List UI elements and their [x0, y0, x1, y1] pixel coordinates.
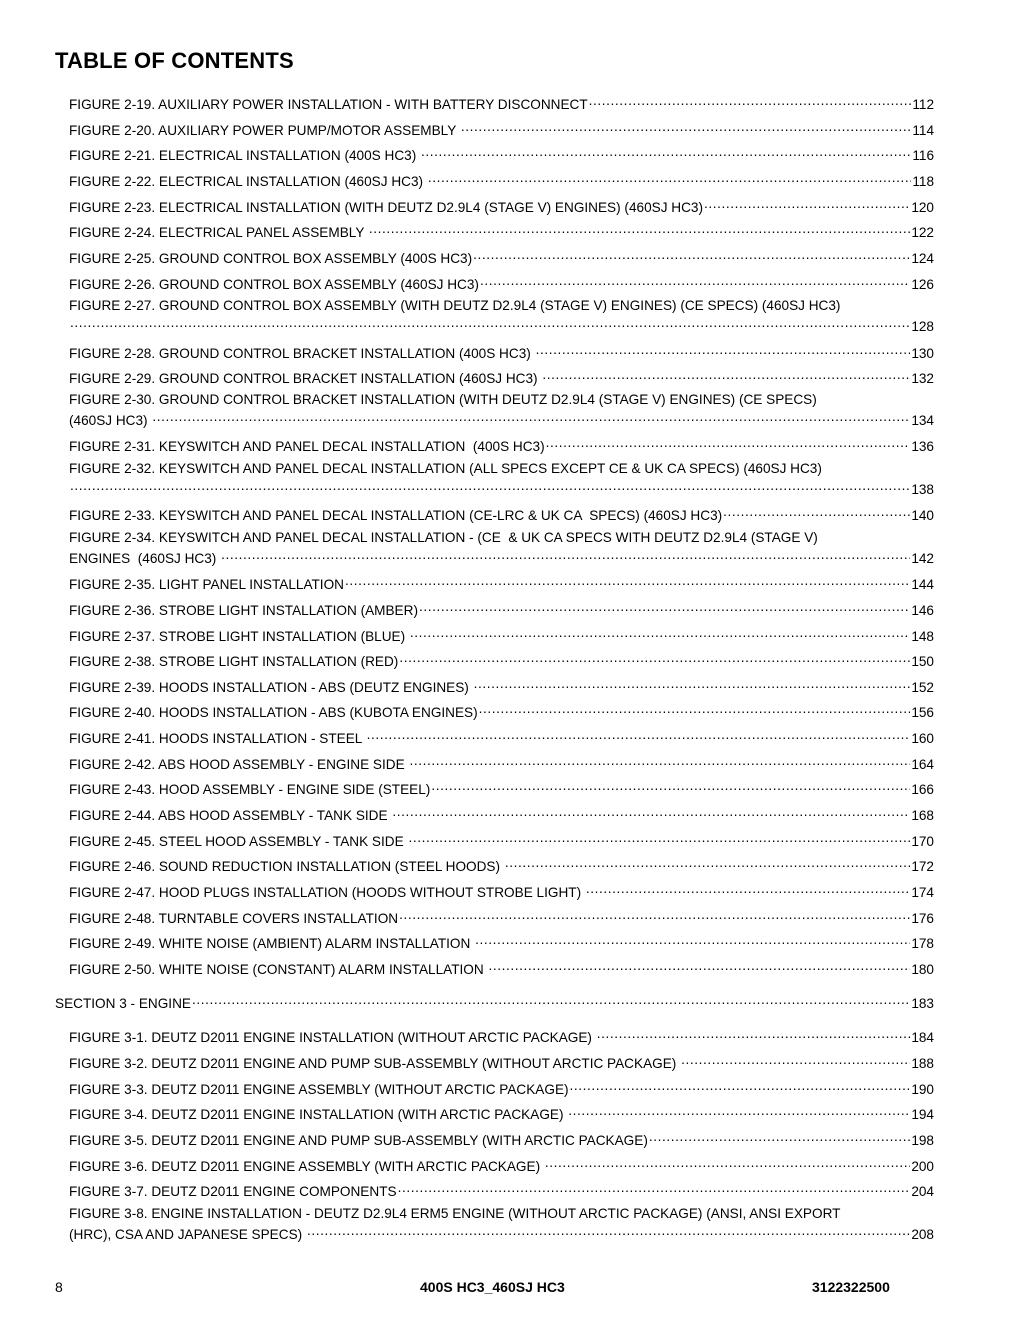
toc-entry-page: 174: [911, 885, 934, 900]
toc-entry-page: 142: [911, 551, 934, 566]
toc-entry[interactable]: [69, 195, 934, 216]
toc-entry[interactable]: [69, 143, 934, 164]
toc-entry[interactable]: [69, 1128, 934, 1149]
dot-leader: [570, 1077, 911, 1094]
toc-entry-title-line1: FIGURE 2-30. GROUND CONTROL BRACKET INSTALLATION (WITH DEUTZ D2.9L4 (STAGE V) ENGINES) (CE SPECS): [69, 392, 817, 407]
dot-leader: [681, 1051, 910, 1068]
toc-entry-page: 200: [911, 1159, 934, 1174]
toc-entry[interactable]: [69, 572, 934, 593]
toc-entry[interactable]: [69, 726, 934, 747]
toc-entry[interactable]: [69, 1154, 934, 1175]
toc-entry-title: FIGURE 3-7. DEUTZ D2011 ENGINE COMPONENTS: [69, 1184, 397, 1199]
dot-leader: [221, 546, 910, 563]
toc-entry-title: FIGURE 2-26. GROUND CONTROL BOX ASSEMBLY (460SJ HC3): [69, 277, 479, 292]
toc-entry-page: 183: [911, 996, 934, 1011]
dot-leader: [345, 572, 910, 589]
toc-entry[interactable]: [69, 1077, 934, 1098]
toc-entry-title: FIGURE 3-2. DEUTZ D2011 ENGINE AND PUMP SUB-ASSEMBLY (WITHOUT ARCTIC PACKAGE): [69, 1056, 681, 1071]
dot-leader: [704, 195, 910, 212]
dot-leader: [70, 477, 910, 494]
toc-entry-page: 114: [912, 123, 934, 138]
toc-entry-title: FIGURE 2-31. KEYSWITCH AND PANEL DECAL INSTALLATION (400S HC3): [69, 439, 545, 454]
toc-entry[interactable]: [69, 366, 934, 387]
toc-entry-page: 124: [911, 251, 934, 266]
toc-entry[interactable]: [69, 624, 934, 645]
toc-entry-title: FIGURE 3-1. DEUTZ D2011 ENGINE INSTALLATION (WITHOUT ARCTIC PACKAGE): [69, 1030, 596, 1045]
toc-entry[interactable]: [69, 777, 934, 798]
dot-leader: [421, 143, 911, 160]
dot-leader: [367, 726, 911, 743]
toc-entry-title: FIGURE 2-23. ELECTRICAL INSTALLATION (WITH DEUTZ D2.9L4 (STAGE V) ENGINES) (460SJ HC3): [69, 200, 703, 215]
toc-entry-title: FIGURE 3-5. DEUTZ D2011 ENGINE AND PUMP SUB-ASSEMBLY (WITH ARCTIC PACKAGE): [69, 1133, 648, 1148]
dot-leader: [392, 803, 910, 820]
toc-entry-title-line1: FIGURE 2-34. KEYSWITCH AND PANEL DECAL INSTALLATION - (CE & UK CA SPECS WITH DEUTZ D2.9L4 (STAGE V): [69, 530, 818, 545]
toc-entry[interactable]: [69, 460, 934, 498]
dot-leader: [480, 272, 910, 289]
toc-entry-title: FIGURE 2-42. ABS HOOD ASSEMBLY - ENGINE SIDE: [69, 757, 409, 772]
toc-entry-title: FIGURE 2-24. ELECTRICAL PANEL ASSEMBLY: [69, 225, 368, 240]
toc-entry-page: 144: [911, 577, 934, 592]
toc-entry-page: 112: [912, 97, 934, 112]
toc-entry[interactable]: [69, 272, 934, 293]
dot-leader: [461, 118, 912, 135]
toc-entry[interactable]: [69, 220, 934, 241]
toc-entry-title: FIGURE 2-43. HOOD ASSEMBLY - ENGINE SIDE (STEEL): [69, 782, 431, 797]
toc-entry-page: 138: [911, 482, 934, 497]
toc-entry-title: (HRC), CSA AND JAPANESE SPECS): [69, 1227, 306, 1242]
dot-leader: [649, 1128, 910, 1145]
toc-entry-page: 134: [911, 413, 934, 428]
toc-entry-title: FIGURE 2-28. GROUND CONTROL BRACKET INSTALLATION (400S HC3): [69, 346, 535, 361]
toc-entry-title: FIGURE 2-48. TURNTABLE COVERS INSTALLATION: [69, 911, 399, 926]
toc-entry-title: FIGURE 2-45. STEEL HOOD ASSEMBLY - TANK SIDE: [69, 834, 408, 849]
toc-entry[interactable]: [69, 118, 934, 139]
dot-leader: [545, 1154, 910, 1171]
dot-leader: [369, 220, 910, 237]
dot-leader: [399, 906, 910, 923]
toc-entry-page: 166: [911, 782, 934, 797]
dot-leader: [597, 1025, 911, 1042]
toc-entry-title: FIGURE 2-50. WHITE NOISE (CONSTANT) ALARM INSTALLATION: [69, 962, 488, 977]
toc-entry-title: FIGURE 2-47. HOOD PLUGS INSTALLATION (HOODS WITHOUT STROBE LIGHT): [69, 885, 585, 900]
toc-entry-page: 126: [911, 277, 934, 292]
toc-entry-page: 132: [911, 371, 934, 386]
toc-entry[interactable]: [69, 700, 934, 721]
dot-leader: [542, 366, 910, 383]
toc-entry[interactable]: [69, 1179, 934, 1200]
toc-entry[interactable]: [69, 1205, 934, 1243]
dot-leader: [431, 777, 910, 794]
toc-entry-page: 172: [911, 859, 934, 874]
toc-entry-title: FIGURE 2-49. WHITE NOISE (AMBIENT) ALARM INSTALLATION: [69, 936, 475, 951]
toc-entry-title: FIGURE 2-19. AUXILIARY POWER INSTALLATION - WITH BATTERY DISCONNECT: [69, 97, 588, 112]
toc-entry-title: FIGURE 2-39. HOODS INSTALLATION - ABS (DEUTZ ENGINES): [69, 680, 473, 695]
toc-entry[interactable]: [69, 829, 934, 850]
dot-leader: [568, 1102, 910, 1119]
toc-entry[interactable]: [69, 169, 934, 190]
toc-entry-page: 148: [911, 629, 934, 644]
toc-entry-title-line1: FIGURE 2-32. KEYSWITCH AND PANEL DECAL INSTALLATION (ALL SPECS EXCEPT CE & UK CA SPECS) (460SJ HC3): [69, 461, 822, 476]
toc-entry[interactable]: [69, 957, 934, 978]
dot-leader: [409, 752, 910, 769]
toc-entry-title: FIGURE 2-25. GROUND CONTROL BOX ASSEMBLY (400S HC3): [69, 251, 473, 266]
dot-leader: [479, 700, 911, 717]
dot-leader: [475, 931, 910, 948]
toc-entry[interactable]: [69, 803, 934, 824]
dot-leader: [70, 314, 910, 331]
toc-entry[interactable]: [69, 675, 934, 696]
toc-entry[interactable]: [69, 529, 934, 567]
toc-entry-page: 160: [911, 731, 934, 746]
toc-entry[interactable]: [69, 1102, 934, 1123]
footer-model: 400S HC3_460SJ HC3: [420, 1279, 565, 1295]
toc-entry[interactable]: [69, 880, 934, 901]
toc-entry-title: FIGURE 2-37. STROBE LIGHT INSTALLATION (BLUE): [69, 629, 409, 644]
toc-section-entry[interactable]: [55, 991, 934, 1012]
toc-entry[interactable]: [69, 1051, 934, 1072]
toc-entry-title: FIGURE 2-38. STROBE LIGHT INSTALLATION (RED): [69, 654, 399, 669]
toc-entry-page: 176: [911, 911, 934, 926]
toc-entry[interactable]: [69, 649, 934, 670]
toc-entry-page: 146: [911, 603, 934, 618]
toc-entry-page: 170: [911, 834, 934, 849]
toc-entry[interactable]: [69, 752, 934, 773]
dot-leader: [307, 1222, 910, 1239]
toc-entry-page: 194: [911, 1107, 934, 1122]
toc-entry[interactable]: [69, 341, 934, 362]
toc-entry-page: 150: [911, 654, 934, 669]
toc-entry-title: FIGURE 2-44. ABS HOOD ASSEMBLY - TANK SIDE: [69, 808, 392, 823]
toc-entry-page: 168: [911, 808, 934, 823]
dot-leader: [428, 169, 912, 186]
toc-entry-page: 118: [912, 174, 934, 189]
toc-entry[interactable]: [69, 598, 934, 619]
toc-entry-page: 178: [911, 936, 934, 951]
toc-entry-page: 164: [911, 757, 934, 772]
toc-entry-page: 128: [911, 319, 934, 334]
toc-entry[interactable]: [69, 246, 934, 267]
toc-entry-page: 122: [911, 225, 934, 240]
toc-entry-page: 152: [911, 680, 934, 695]
toc-entry-page: 188: [911, 1056, 934, 1071]
toc-entry[interactable]: [69, 854, 934, 875]
toc-entry-title: FIGURE 2-40. HOODS INSTALLATION - ABS (KUBOTA ENGINES): [69, 705, 478, 720]
dot-leader: [398, 1179, 911, 1196]
dot-leader: [474, 675, 911, 692]
dot-leader: [723, 503, 910, 520]
page-title: TABLE OF CONTENTS: [55, 48, 294, 73]
toc-entry-page: 156: [911, 705, 934, 720]
toc-entry-title: SECTION 3 - ENGINE: [55, 996, 191, 1011]
toc-entry[interactable]: [69, 906, 934, 927]
footer-doc-number: 3122322500: [812, 1279, 890, 1295]
toc-entry-title: FIGURE 3-4. DEUTZ D2011 ENGINE INSTALLATION (WITH ARCTIC PACKAGE): [69, 1107, 568, 1122]
toc-entry-title: FIGURE 2-22. ELECTRICAL INSTALLATION (460SJ HC3): [69, 174, 427, 189]
toc-entry[interactable]: [69, 503, 934, 524]
toc-entry-page: 136: [911, 439, 934, 454]
toc-entry-title: ENGINES (460SJ HC3): [69, 551, 221, 566]
toc-entry-page: 184: [911, 1030, 934, 1045]
dot-leader: [589, 92, 912, 109]
toc-entry-page: 204: [911, 1184, 934, 1199]
dot-leader: [419, 598, 910, 615]
dot-leader: [546, 434, 911, 451]
toc-entry-page: 140: [911, 508, 934, 523]
toc-entry-title-line1: FIGURE 3-8. ENGINE INSTALLATION - DEUTZ D2.9L4 ERM5 ENGINE (WITHOUT ARCTIC PACKAGE) (ANSI, ANSI EXPORT: [69, 1206, 841, 1221]
dot-leader: [488, 957, 910, 974]
toc-entry-title-line1: FIGURE 2-27. GROUND CONTROL BOX ASSEMBLY (WITH DEUTZ D2.9L4 (STAGE V) ENGINES) (CE SPECS) (460SJ HC3): [69, 298, 841, 313]
toc-entry-page: 116: [912, 148, 934, 163]
toc-entry-page: 208: [911, 1227, 934, 1242]
toc-entry-title: FIGURE 2-20. AUXILIARY POWER PUMP/MOTOR ASSEMBLY: [69, 123, 460, 138]
toc-entry-title: FIGURE 2-41. HOODS INSTALLATION - STEEL: [69, 731, 366, 746]
dot-leader: [410, 624, 910, 641]
dot-leader: [192, 991, 910, 1008]
toc-entry[interactable]: [69, 434, 934, 455]
toc-entry[interactable]: [69, 297, 934, 335]
toc-entry[interactable]: [69, 92, 934, 113]
dot-leader: [473, 246, 910, 263]
toc-entry-title: (460SJ HC3): [69, 413, 152, 428]
footer-page-number: 8: [55, 1279, 63, 1295]
toc-entry-title: FIGURE 2-46. SOUND REDUCTION INSTALLATION (STEEL HOODS): [69, 859, 504, 874]
toc-entry-title: FIGURE 2-33. KEYSWITCH AND PANEL DECAL INSTALLATION (CE-LRC & UK CA SPECS) (460SJ HC3): [69, 508, 723, 523]
dot-leader: [505, 854, 911, 871]
dot-leader: [586, 880, 910, 897]
toc-entry[interactable]: [69, 931, 934, 952]
dot-leader: [399, 649, 910, 666]
toc-entry-page: 130: [911, 346, 934, 361]
toc-entry-title: FIGURE 2-35. LIGHT PANEL INSTALLATION: [69, 577, 344, 592]
toc-entry-page: 190: [911, 1082, 934, 1097]
toc-entry[interactable]: [69, 391, 934, 429]
toc-entry[interactable]: [69, 1025, 934, 1046]
dot-leader: [408, 829, 910, 846]
toc-entry-page: 198: [911, 1133, 934, 1148]
toc-entry-title: FIGURE 3-6. DEUTZ D2011 ENGINE ASSEMBLY (WITH ARCTIC PACKAGE): [69, 1159, 544, 1174]
dot-leader: [536, 341, 911, 358]
toc-entry-page: 180: [911, 962, 934, 977]
toc-entry-page: 120: [911, 200, 934, 215]
toc-entry-title: FIGURE 2-29. GROUND CONTROL BRACKET INSTALLATION (460SJ HC3): [69, 371, 542, 386]
toc-entry-title: FIGURE 3-3. DEUTZ D2011 ENGINE ASSEMBLY (WITHOUT ARCTIC PACKAGE): [69, 1082, 569, 1097]
dot-leader: [152, 408, 910, 425]
toc-entry-title: FIGURE 2-36. STROBE LIGHT INSTALLATION (AMBER): [69, 603, 418, 618]
toc-entry-title: FIGURE 2-21. ELECTRICAL INSTALLATION (400S HC3): [69, 148, 421, 163]
